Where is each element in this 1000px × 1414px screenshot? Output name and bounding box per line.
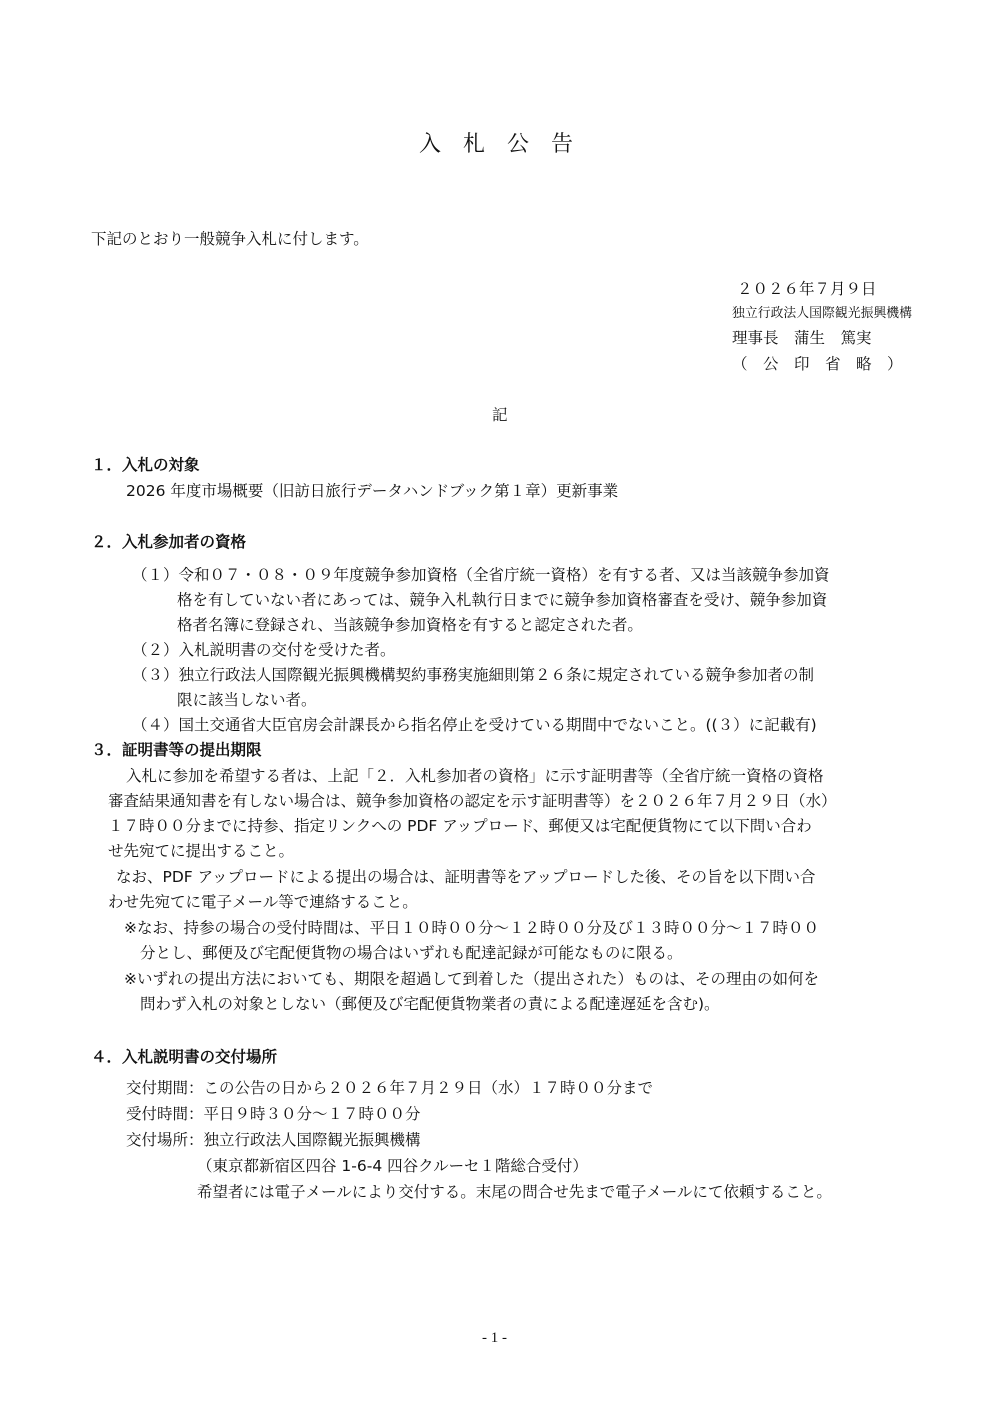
section-1-body: 2026 年度市場概要（旧訪日旅行データハンドブック第１章）更新事業 <box>126 482 619 500</box>
s3-para-1-line-3: １７時００分までに持参、指定リンクへの PDF アップロード、郵便又は宅配便貨物にて以下問い合わ <box>108 817 812 835</box>
s3-para-2-line-2: わせ先宛てに電子メール等で連絡すること。 <box>108 893 418 911</box>
s3-note-1-line-2: 分とし、郵便及び宅配便貨物の場合はいずれも配達記録が可能なものに限る。 <box>140 944 683 962</box>
section-1-heading: １．入札の対象 <box>91 456 200 474</box>
s3-note-2-line-1: ※いずれの提出方法においても、期限を超過して到着した（提出された）ものは、その理由の如何を <box>124 970 819 988</box>
s3-note-2-line-2: 問わず入札の対象としない（郵便及び宅配便貨物業者の責による配達遅延を含む)。 <box>140 995 720 1013</box>
s3-note-1-line-1: ※なお、持参の場合の受付時間は、平日１０時００分～１２時００分及び１３時００分～１７時００ <box>124 919 819 937</box>
ki-mark: 記 <box>492 406 508 424</box>
section-2-heading: ２．入札参加者の資格 <box>91 533 247 551</box>
section-4-heading: ４．入札説明書の交付場所 <box>91 1048 278 1066</box>
s3-para-2-line-1: なお、PDF アップロードによる提出の場合は、証明書等をアップロードした後、その旨を以下問い合 <box>116 868 816 886</box>
s4-note: 希望者には電子メールにより交付する。末尾の問合せ先まで電子メールにて依頼すること。 <box>197 1183 832 1201</box>
s3-para-1-line-2: 審査結果通知書を有しない場合は、競争参加資格の認定を示す証明書等）を２０２６年７月２９日（水） <box>108 792 837 810</box>
page-number: - 1 - <box>482 1330 507 1346</box>
s2-item-1-line-2: 格を有していない者にあっては、競争入札執行日までに競争参加資格審査を受け、競争参加資 <box>177 591 828 609</box>
issuer-org: 独立行政法人国際観光振興機構 <box>732 306 913 321</box>
s2-item-3-line-1: （３）独立行政法人国際観光振興機構契約事務実施細則第２６条に規定されている競争参加者の制 <box>132 666 815 684</box>
s2-item-3-line-2: 限に該当しない者。 <box>177 691 317 709</box>
s4-hours: 受付時間：平日９時３０分～１７時００分 <box>126 1105 421 1123</box>
s3-para-1-line-4: せ先宛てに提出すること。 <box>108 842 295 860</box>
s2-item-1-line-1: （１）令和０７・０８・０９年度競争参加資格（全省庁統一資格）を有する者、又は当該競争参加資 <box>132 566 830 584</box>
s4-place: 交付場所：独立行政法人国際観光振興機構 <box>126 1131 421 1149</box>
s2-item-2: （２）入札説明書の交付を受けた者。 <box>132 641 396 659</box>
s4-period: 交付期間：この公告の日から２０２６年７月２９日（水）１７時００分まで <box>126 1079 654 1097</box>
section-3-heading: ３．証明書等の提出期限 <box>91 741 262 759</box>
issue-date: ２０２６年７月９日 <box>737 280 877 298</box>
intro-text: 下記のとおり一般競争入札に付します。 <box>91 230 369 248</box>
s4-address: （東京都新宿区四谷 1-6-4 四谷クルーセ１階総合受付） <box>197 1157 588 1175</box>
seal-omitted: （ 公 印 省 略 ） <box>732 355 903 373</box>
s2-item-1-line-3: 格者名簿に登録され、当該競争参加資格を有すると認定された者。 <box>177 616 643 634</box>
page-title: 入 札 公 告 <box>419 132 574 157</box>
s3-para-1-line-1: 入札に参加を希望する者は、上記「２．入札参加者の資格」に示す証明書等（全省庁統一資格の資格 <box>126 767 824 785</box>
issuer-president: 理事長 蒲生 篤実 <box>732 329 872 347</box>
s2-item-4: （４）国土交通省大臣官房会計課長から指名停止を受けている期間中でないこと。((３）に記載有) <box>132 716 817 734</box>
